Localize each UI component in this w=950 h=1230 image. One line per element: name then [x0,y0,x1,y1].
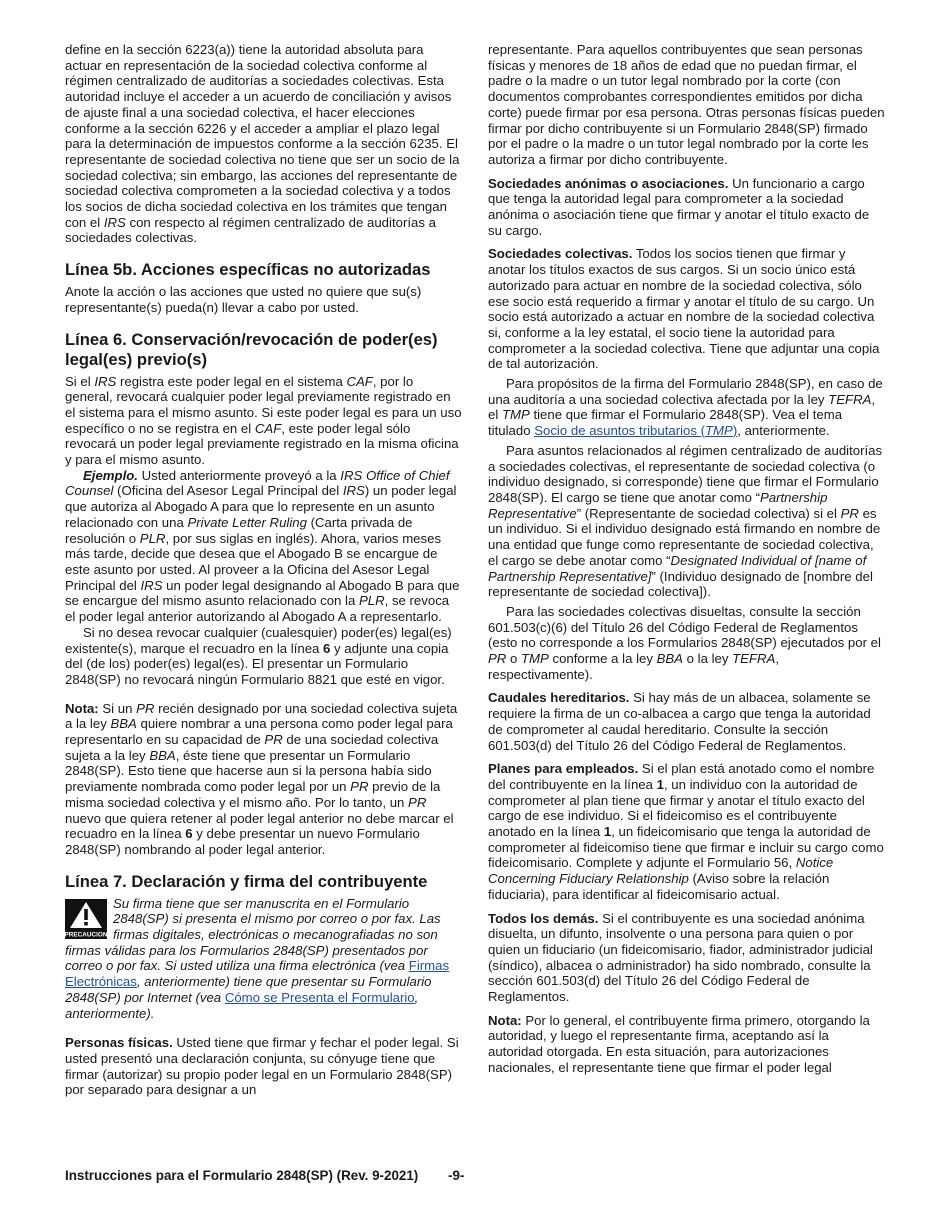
text-run: PR [136,700,155,716]
text-run: BBA [656,651,683,667]
text-run: tiene que firmar el Formulario 2848(SP). Vea el tema titulado [488,407,843,439]
text-run: Si el plan está anotado como el nombre del contribuyente en la línea [488,761,875,792]
paragraph-note-pr [65,701,463,858]
text-run: PR [264,732,283,748]
text-run: TMP [501,407,530,423]
text-run: Usted anteriormente proveyó a la [137,467,341,483]
text-run: PR [488,651,507,667]
text-run: CAF [254,420,282,436]
text-run: IRS [103,214,126,230]
text-run: TEFRA [732,651,776,667]
text-run: conforme a la ley [548,651,657,667]
text-run: , éste tiene que presentar un Formulario 2848(SP). Esto tiene que hacerse aun si la persona había sido previamente nombrada como poder legal por un [65,747,432,795]
text-run: PLR [358,593,385,609]
paragraph-caudales [488,690,886,753]
caution-block [65,896,463,1022]
text-run: Por lo general, el contribuyente firma primero, otorgando la autoridad, y luego el representante firma, aceptando así la autoridad otorgada. En esta situación, para autorizaciones nacionales, el representante tiene que firmar el poder legal [488,1012,870,1075]
text-run: o [506,651,521,667]
text-run: recién designado por una sociedad colectiva sujeta a la ley [65,700,458,732]
text-run: , un individuo con la autoridad de comprometer al plan tiene que firmar y anotar el título exacto del cargo de ese individuo. Si el fideicomiso es el contribuyente anotado en la línea [488,776,865,840]
text-run: ” (Individuo designado de [nombre del representante de sociedad colectiva]). [488,568,873,600]
text-run: , se revoca el poder legal anterior autorizando al Abogado A a representarlo. [65,593,450,625]
text-run: Planes para empleados. [488,761,639,777]
text-run: Para asuntos relacionados al régimen centralizado de auditorías a sociedades colectivas, el representante de sociedad colectiva (o individuo designado, si corresponde) tiene que firmar el Formulario 2848(SP). El cargo se tiene que anotar como “ [488,442,883,505]
paragraph-todos-los-demas [488,911,886,1005]
text-run: Nota: [65,700,99,716]
paragraph-intro [65,42,463,246]
paragraph-continuation [488,42,886,168]
text-run: Todos los socios tienen que firmar y anotar los títulos exactos de sus cargos. Si un socio único está autorizado para actuar en nombre de la sociedad colectiva, sólo ese socio está requerido a firmar y anotar el título de su cargo. Un socio está autorizado a actuar en nombre de la sociedad colectiva si, conforme a la ley estatal, el socio tiene la autoridad para comprometer a la sociedad colectiva. Tiene que adjuntar una copia de tal autorización. [488,246,880,372]
text-run: IRS Office of Chief Counsel [65,467,450,499]
page-number: -9- [447,1168,465,1183]
text-run: Para propósitos de la firma del Formulario 2848(SP), en caso de una auditoría a una sociedad colectiva afectada por la ley [488,376,883,407]
text-run: 1 [656,776,664,792]
text-run: , por sus siglas en inglés). Ahora, varios meses más tarde, decide que desea que el Abogado B se encargue de este asunto por usted. Al proveer a la Oficina del Asesor Legal Principal del [65,530,442,593]
caution-label: PRECAUCION [65,931,107,939]
heading-line-6: Línea 6. Conservación/revocación de poder(es) legal(es) previo(s) [65,329,438,369]
text-run: PR [350,779,369,795]
text-run: quiere nombrar a una persona como poder legal para representarlo en su capacidad de [65,716,453,748]
text-run: , anteriormente. [737,423,830,439]
text-run: Si hay más de un albacea, solamente se requiere la firma de un co-albacea a cargo que tenga la autoridad de comprometer al caudal hereditario. Consulte la sección 601.503(d) del Título 26 del Código Federal de Reglamentos. [488,690,871,753]
text-run: un poder legal designando al Abogado B para que se encargue del mismo asunto relacionado con la [65,577,460,609]
text-run: Partnership Representative [488,489,828,521]
caution-warning-icon [65,899,107,939]
text-run: Todos los demás. [488,910,599,926]
text-run: (Carta privada de resolución o [65,514,413,546]
text-run: y adjunte una copia del (de los) poder(es) legal(es). El presentar un Formulario 2848(SP) no revocará ningún Formulario 8821 que esté en vigor. [65,640,449,687]
text-run: registra este poder legal en el sistema [116,373,347,389]
paragraph-revocation [65,625,463,688]
text-run: IRS [342,483,365,499]
text-run: Notice Concerning Fiduciary Relationship [488,855,834,887]
paragraph-example [65,468,463,625]
left-column [65,42,463,1098]
text-run: de una sociedad colectiva sujeta a la ley [65,732,439,763]
text-run: Nota: [488,1012,522,1028]
text-run: PR [408,794,427,810]
paragraph-nota-final [488,1013,886,1076]
text-run: PLR [139,530,166,546]
text-run: representante. Para aquellos contribuyentes que sean personas físicas y menores de 18 años de edad que no puedan firmar, el padre o la madre o un tutor legal nombrado por la corte (con documentos comprobantes correspondientes emitidos por dicha corte) puede firmar por esa persona. Otras personas físicas pueden firmar por dicho contribuyente si un Formulario 2848(SP) firmado por el padre o la madre o un tutor legal nombrado por la corte les autoriza a firmar por dicho contribuyente. [488,42,885,167]
paragraph-tefra [488,376,886,439]
paragraph-line-6 [65,374,463,468]
text-run: Si un [98,700,137,716]
reference-link[interactable]: Socio de asuntos tributarios ( [534,423,705,439]
text-run: BBA [110,716,137,732]
text-run: Para las sociedades colectivas disueltas, consulte la sección 601.503(c)(6) del Título 26 del Código Federal de Reglamentos (esto no corresponde a los Formularios 2848(SP) ejecutados por el [488,603,881,651]
text-run: BBA [149,747,176,763]
text-run: TMP [521,651,549,667]
text-run: o la ley [682,651,733,667]
text-run: TEFRA [828,391,872,407]
reference-link[interactable]: TMP [705,423,733,439]
text-run: IRS [140,577,163,593]
paragraph-caution [65,896,463,1022]
paragraph-bba [488,443,886,600]
text-run: Un funcionario a cargo que tenga la autoridad legal para comprometer a la sociedad anónima o asociación tiene que firmar y anotar el título exacto de su cargo. [488,175,870,238]
text-run: 1 [603,824,612,840]
text-run: define en la sección 6223(a)) tiene la autoridad absoluta para actuar en representación de la sociedad colectiva conforme al régimen centralizado de auditorías a sociedades colectivas. Esta autoridad incluye el acceder a un acuerdo de conciliación y avisos de ajuste final a una sociedad colectiva, el hacer elecciones conforme a la sección 6226 y el acceder a ampliar el plazo legal para la determinación de impuestos conforme a la sección 6235. El representante de sociedad colectiva no tiene que ser un socio de la sociedad colectiva; sin embargo, las acciones del representante de sociedad colectiva comprometen a la sociedad colectiva y a todos los socios de dicha sociedad colectiva en los trámites que tengan con el [65,42,460,230]
text-run: es un individuo. Si el individuo designado está firmando en nombre de una entidad que funge como representante de sociedad colectiva, el cargo se debe anotar como “ [488,505,881,568]
text-run: Private Letter Ruling [187,514,307,530]
paragraph-sociedades-colectivas [488,246,886,372]
text-run: y debe presentar un nuevo Formulario 2848(SP) nombrando al poder legal anterior. [65,826,420,857]
paragraph-sociedades-anonimas [488,176,886,239]
text-run: , anteriormente) tiene que presentar su Formulario 2848(SP) por Internet (vea [65,974,432,1005]
text-run: ” (Representante de sociedad colectiva) si el [576,505,841,521]
reference-link[interactable]: Firmas Electrónicas [65,958,450,990]
text-run: Personas físicas. [65,1035,173,1051]
text-run: CAF [346,373,373,389]
text-run: 6 [185,826,193,842]
text-run: Usted tiene que firmar y fechar el poder legal. Si usted presentó una declaración conjunta, su cónyuge tiene que firmar (autorizar) su propio poder legal en un Formulario 2848(SP) por separado para designar a un [65,1035,459,1098]
paragraph-planes [488,761,886,902]
text-run: (Oficina del Asesor Legal Principal del [113,483,343,499]
heading-line-7: Línea 7. Declaración y firma del contribuyente [65,871,428,891]
page-footer [65,1168,464,1183]
text-run: , un fideicomisario que tenga la autoridad de comprometer al fideicomiso tiene que firmar e incluir su cargo como fideicomisario. Complete y adjunte el Formulario 56, [488,824,884,871]
text-run: Si el contribuyente es una sociedad anónima disuelta, un difunto, insolvente o una persona para quien o por quien un fiduciario (un fideicomisario, fiador, administrador judicial (síndico), albacea o administrador) ha sido nombrado, consulte la sección 601.503(d) del Título 26 del Código Federal de Reglamentos. [488,910,873,1005]
text-run: , este poder legal sólo revocará un poder legal previamente registrado en la misma oficina y para el mismo asunto. [65,420,459,468]
text-run: Sociedades colectivas. [488,246,633,262]
text-run: Su firma tiene que ser manuscrita en el Formulario 2848(SP) si presenta el mismo por correo o por fax. Las firmas digitales, electrónicas o mecanografiadas no son firmas válidas para los Formularios 2848(SP) presentados por correo o por fax. Si usted utiliza una firma electrónica (vea [65,895,441,974]
paragraph-line-5b [65,284,463,315]
text-run: , anteriormente). [65,989,419,1021]
text-run: (Aviso sobre la relación fiduciaria), para identificar al fideicomisario actual. [488,871,830,902]
paragraph-disueltas [488,604,886,683]
text-run: Sociedades anónimas o asociaciones. [488,175,729,191]
text-run: ) un poder legal que autoriza al Abogado A para que lo represente en un asunto relacionado con una [65,483,457,530]
text-run: IRS [94,373,117,389]
text-run: , por lo general, revocará cualquier poder legal previamente registrado en el sistema para el mismo asunto. Si este poder legal es para un uso específico o no se registra en el [65,373,462,436]
footer-title: Instrucciones para el Formulario 2848(SP) (Rev. 9-2021) [65,1168,419,1183]
text-run: Designated Individual of [name of Partnership Representative] [488,552,867,584]
text-run: 6 [323,640,331,656]
text-run: Ejemplo. [83,467,138,483]
text-run: previo de la misma sociedad colectiva y el mismo año. Por lo tanto, un [65,779,441,810]
text-run: Si no desea revocar cualquier (cualesquier) poder(es) legal(es) existente(s), marque el recuadro en la línea [65,624,452,656]
right-column [488,42,886,1076]
text-run: , respectivamente). [488,651,780,682]
heading-line-5b: Línea 5b. Acciones específicas no autorizadas [65,260,431,280]
text-run: Caudales hereditarios. [488,690,630,706]
reference-link[interactable]: Cómo se Presenta el Formulario [224,989,415,1005]
text-run: nuevo que quiera retener al poder legal anterior no debe marcar el recuadro en la línea [65,810,454,842]
text-run: , el [488,391,876,423]
reference-link[interactable]: ) [732,423,738,439]
text-run: PR [840,505,859,521]
paragraph-personas-fisicas [65,1035,463,1098]
text-run: Anote la acción o las acciones que usted no quiere que su(s) representante(s) pueda(n) llevar a cabo por usted. [65,284,422,315]
text-run: Si el [65,373,95,389]
text-run: con respecto al régimen centralizado de auditorías a sociedades colectivas. [65,214,436,246]
